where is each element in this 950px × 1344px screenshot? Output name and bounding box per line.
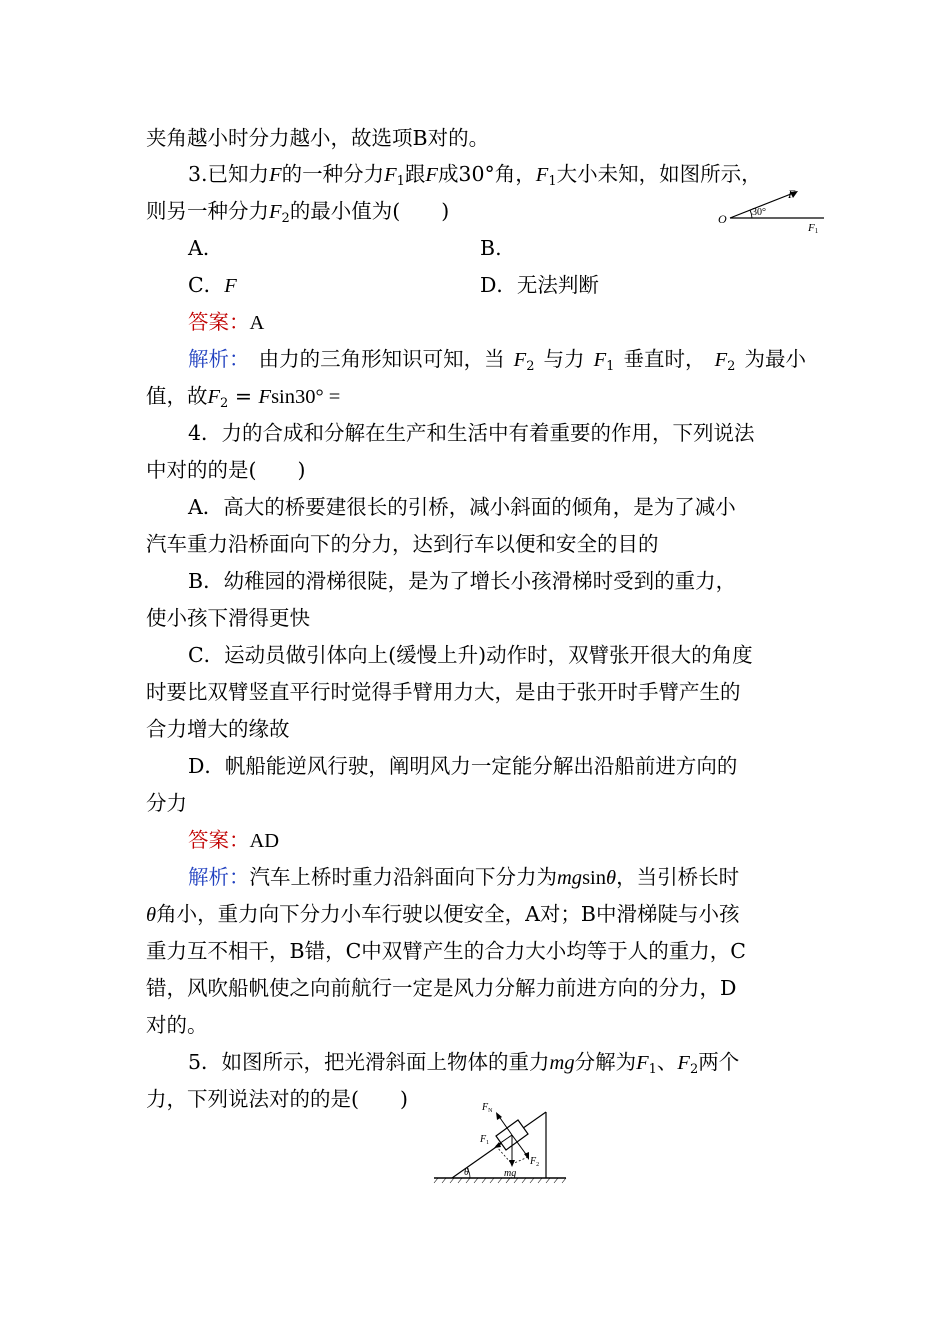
option-4c-line-2: 时要比双臂竖直平行时觉得手臂用力大，是由于张开时手臂产生的 — [146, 680, 741, 704]
option-4d-line-1: D．帆船能逆风行驶，阐明风力一定能分解出沿船前进方向的 — [188, 754, 738, 778]
explanation-4-line-1: 解析：汽车上桥时重力沿斜面向下分力为mgsinθ，当引桥长时 — [188, 865, 740, 889]
option-4a-line-1: A．高大的桥要建很长的引桥，减小斜面的倾角，是为了减小 — [188, 495, 736, 519]
explanation-3-line-2: 值，故$F_2 = Fsin30^\circ$ = — [146, 384, 341, 411]
answer-label: 答案： — [188, 828, 250, 852]
option-4d-line-2: 分力 — [146, 791, 187, 815]
answer-label: 答案： — [188, 310, 250, 334]
angle-label: 30° — [752, 207, 766, 218]
question-4-line-2: 中对的的是( ) — [146, 458, 306, 482]
explanation-4-line-2: θ角小，重力向下分力小车行驶以便安全，A对；B中滑梯陡与小孩 — [146, 902, 740, 926]
theta-label: θ — [464, 1167, 469, 1178]
option-b: B. — [480, 236, 502, 260]
option-4a-line-2: 汽车重力沿桥面向下的分力，达到行车以便和安全的目的 — [146, 532, 659, 556]
explanation-label: 解析： — [188, 865, 250, 889]
explanation-3-line-1: 解析： 由力的三角形知识可知，当 $F_2$ 与力 $F_1$ 垂直时， $F_2$ 为最小 — [188, 347, 806, 374]
option-c: C．F — [188, 273, 237, 297]
incline-force-diagram — [430, 1094, 570, 1186]
answer-4: 答案：AD — [188, 828, 280, 852]
option-4b-line-1: B．幼稚园的滑梯很陡，是为了增长小孩滑梯时受到的重力， — [188, 569, 737, 593]
f1-label: $F_1$ — [480, 1134, 490, 1146]
explanation-4-line-5: 对的。 — [146, 1013, 208, 1037]
text-line: 夹角越小时分力越小，故选项B对的。 — [146, 126, 490, 150]
force-angle-diagram — [716, 184, 828, 234]
origin-label: O — [718, 212, 727, 226]
force-f-label: F — [788, 187, 796, 201]
option-a: A. — [188, 236, 210, 260]
question-3-line-2: 则另一种分力$F_2$的最小值为( ) — [146, 199, 450, 226]
f2-label: $F_2$ — [530, 1156, 540, 1168]
answer-3: 答案：A — [188, 310, 265, 334]
question-4-line-1: 4．力的合成和分解在生产和生活中有着重要的作用，下列说法 — [188, 421, 755, 445]
explanation-label: 解析： — [188, 347, 250, 371]
explanation-4-line-3: 重力互不相干，B错，C中双臂产生的合力大小均等于人的重力，C — [146, 939, 746, 963]
option-4c-line-1: C．运动员做引体向上(缓慢上升)动作时，双臂张开很大的角度 — [188, 643, 753, 667]
question-3-line-1: 3.已知力F的一种分力$F_1$跟F成30°角，$F_1$大小未知，如图所示， — [188, 162, 762, 189]
option-d: D．无法判断 — [480, 273, 599, 297]
option-4b-line-2: 使小孩下滑得更快 — [146, 606, 310, 630]
question-5-line-1: 5．如图所示，把光滑斜面上物体的重力mg分解为$F_1$、$F_2$两个 — [188, 1050, 740, 1077]
option-4c-line-3: 合力增大的缘故 — [146, 717, 290, 741]
force-f1-label: F1 — [808, 222, 819, 234]
mg-label: mg — [504, 1168, 517, 1179]
explanation-4-line-4: 错，风吹船帆使之向前航行一定是风力分解力前进方向的分力，D — [146, 976, 737, 1000]
question-5-line-2: 力，下列说法对的的是( ) — [146, 1087, 408, 1111]
fn-label: $F_N$ — [482, 1102, 493, 1114]
